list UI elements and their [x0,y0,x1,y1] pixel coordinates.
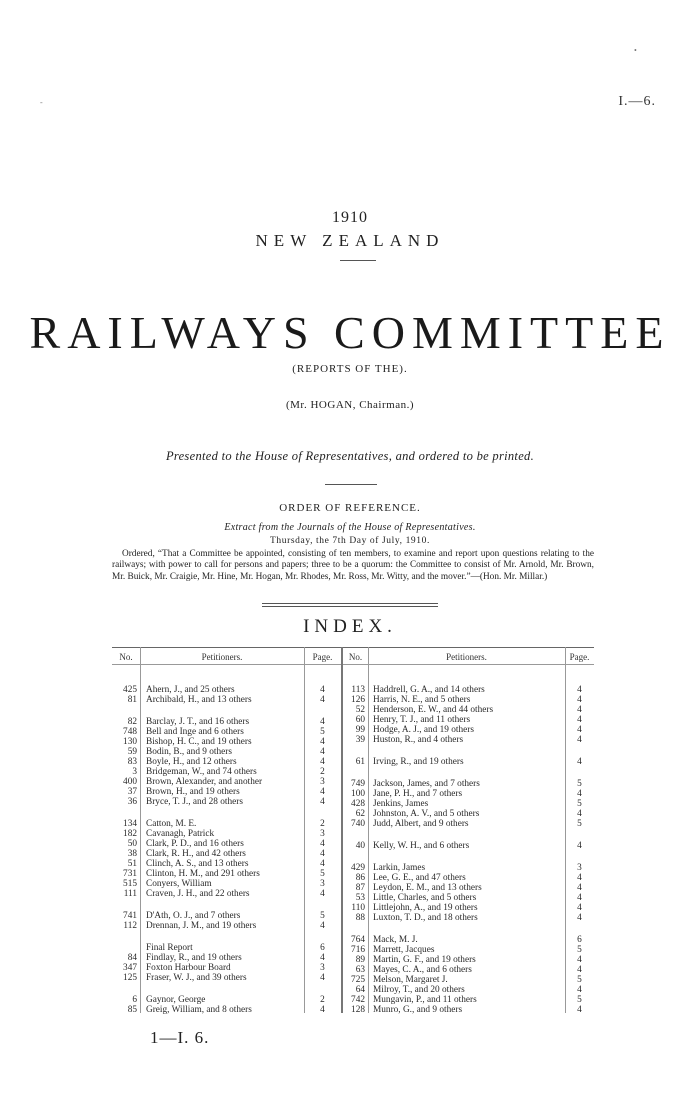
entry-petitioner: Catton, M. E. [146,819,197,829]
entry-number: 81 [127,695,137,705]
index-title: INDEX. [303,616,397,637]
entry-page: 4 [320,797,325,807]
column-rule [368,647,369,1013]
entry-number: 86 [355,873,365,883]
divider [325,484,377,485]
header-no: No. [348,652,363,662]
entry-petitioner: Melson, Margaret J. [373,975,448,985]
entry-page: 4 [577,695,582,705]
entry-page: 5 [320,911,325,921]
entry-petitioner: Greig, William, and 8 others [146,1005,252,1015]
entry-petitioner: Milroy, T., and 20 others [373,985,465,995]
entry-petitioner: Huston, R., and 4 others [373,735,464,745]
entry-number: 428 [351,799,365,809]
entry-page: 4 [577,883,582,893]
order-heading: ORDER OF REFERENCE. [279,502,421,514]
entry-petitioner: Bridgeman, W., and 74 others [146,767,257,777]
entry-petitioner: Craven, J. H., and 22 others [146,889,250,899]
entry-page: 4 [577,789,582,799]
entry-number: 347 [123,963,137,973]
entry-petitioner: Leydon, E. M., and 13 others [373,883,482,893]
entry-page: 4 [577,715,582,725]
entry-petitioner: Clark, P. D., and 16 others [146,839,244,849]
entry-page: 4 [320,737,325,747]
country: NEW ZEALAND [255,231,445,250]
entry-number: 84 [127,953,137,963]
entry-petitioner: Foxton Harbour Board [146,963,231,973]
entry-petitioner: Martin, G. F., and 19 others [373,955,476,965]
entry-number: 429 [351,863,365,873]
entry-page: 5 [577,945,582,955]
entry-page: 4 [320,787,325,797]
double-rule-bottom [262,606,438,607]
entry-number: 731 [123,869,137,879]
entry-page: 4 [577,893,582,903]
entry-petitioner: Gaynor, George [146,995,206,1005]
entry-petitioner: Larkin, James [373,863,426,873]
chairman: (Mr. HOGAN, Chairman.) [285,399,414,411]
entry-page: 4 [320,889,325,899]
entry-page: 4 [320,973,325,983]
page-code: I.—6. [618,94,656,109]
entry-number: 130 [123,737,137,747]
footer-code: 1—I. 6. [150,1028,210,1047]
entry-number: 99 [355,725,365,735]
entry-number: 39 [355,735,365,745]
entry-petitioner: Mayes, C. A., and 6 others [373,965,472,975]
entry-petitioner: Findlay, R., and 19 others [146,953,242,963]
entry-number: 725 [351,975,365,985]
entry-number: 100 [351,789,365,799]
entry-page: 4 [320,849,325,859]
entry-page: 4 [577,757,582,767]
entry-page: 4 [320,921,325,931]
entry-page: 4 [320,747,325,757]
entry-page: 4 [320,695,325,705]
header-petitioners: Petitioners. [446,652,487,662]
entry-page: 6 [320,943,325,953]
header-no: No. [119,652,133,662]
entry-number: 716 [351,945,365,955]
entry-petitioner: Clark, R. H., and 42 others [146,849,246,859]
entry-page: 4 [577,705,582,715]
entry-petitioner: Jenkins, James [373,799,429,809]
entry-page: 2 [320,819,325,829]
order-extract: Extract from the Journals of the House of Representatives. [224,522,476,533]
entry-number: 62 [355,809,365,819]
entry-number: 52 [355,705,365,715]
entry-petitioner: Bell and Inge and 6 others [146,727,244,737]
table-header-rule [112,664,594,665]
speck-mark: • [634,46,637,55]
entry-number: 6 [132,995,137,1005]
entry-petitioner: Henderson, E. W., and 44 others [373,705,494,715]
entry-petitioner: Littlejohn, A., and 19 others [373,903,478,913]
entry-petitioner: Ahern, J., and 25 others [146,685,235,695]
entry-petitioner: Marrett, Jacques [373,945,435,955]
entry-number: 89 [355,955,365,965]
entry-petitioner: Mack, M. J. [373,935,418,945]
entry-page: 4 [320,1005,325,1015]
entry-page: 4 [320,685,325,695]
entry-petitioner: Archibald, H., and 13 others [146,695,252,705]
entry-page: 4 [320,839,325,849]
entry-number: 749 [351,779,365,789]
entry-petitioner: Hodge, A. J., and 19 others [373,725,474,735]
entry-page: 3 [320,963,325,973]
entry-number: 111 [123,889,137,899]
entry-page: 3 [577,863,582,873]
entry-number: 741 [123,911,137,921]
entry-page: 2 [320,767,325,777]
entry-page: 4 [577,725,582,735]
year: 1910 [332,209,368,226]
entry-petitioner: Johnston, A. V., and 5 others [373,809,480,819]
entry-number: 128 [351,1005,365,1015]
entry-number: 764 [351,935,365,945]
order-date: Thursday, the 7th Day of July, 1910. [270,536,430,546]
entry-petitioner: Brown, H., and 19 others [146,787,240,797]
entry-petitioner: Barclay, J. T., and 16 others [146,717,250,727]
table-top-rule [112,647,594,648]
entry-number: 748 [123,727,137,737]
entry-petitioner: Mungavin, P., and 11 others [373,995,477,1005]
entry-petitioner: Final Report [146,943,193,953]
entry-petitioner: Fraser, W. J., and 39 others [146,973,247,983]
entry-page: 4 [320,859,325,869]
entry-number: 36 [127,797,137,807]
entry-petitioner: Brown, Alexander, and another [146,777,263,787]
entry-number: 125 [123,973,137,983]
entry-page: 5 [577,819,582,829]
entry-number: 63 [355,965,365,975]
entry-petitioner: Harris, N. E., and 5 others [373,695,471,705]
entry-number: 425 [123,685,137,695]
entry-page: 4 [320,717,325,727]
speck-mark: - [40,98,43,107]
entry-number: 59 [127,747,137,757]
entry-number: 40 [355,841,365,851]
entry-petitioner: Judd, Albert, and 9 others [373,819,469,829]
entry-petitioner: Jane, P. H., and 7 others [373,789,463,799]
entry-page: 5 [577,799,582,809]
order-text: Ordered, “That a Committee be appointed, consisting of ten members, to examine and report upon questions relating to the railways; with power to call for persons and papers; three to be a quorum: the Committee to consist of Mr. Arnold, Mr. Brown, Mr. Buick, Mr. Craigie, Mr. Hine, Mr. Hogan, Mr. Rhodes, Mr. Ross, Mr. Witty, and the mover.”—(Hon. Mr. Millar.) [112,549,594,582]
entry-number: 400 [123,777,137,787]
entry-number: 64 [355,985,365,995]
entry-page: 4 [320,757,325,767]
entry-page: 4 [577,841,582,851]
entry-page: 5 [320,869,325,879]
entry-page: 4 [577,685,582,695]
entry-petitioner: D'Ath, O. J., and 7 others [146,911,241,921]
entry-page: 4 [577,985,582,995]
entry-petitioner: Irving, R., and 19 others [373,757,464,767]
entry-page: 5 [320,727,325,737]
presented-line: Presented to the House of Representatives, and ordered to be printed. [165,449,535,463]
entry-page: 3 [320,829,325,839]
entry-petitioner: Clinton, H. M., and 291 others [146,869,260,879]
entry-petitioner: Lee, G. E., and 47 others [373,873,466,883]
entry-number: 61 [355,757,365,767]
entry-number: 110 [351,903,365,913]
entry-page: 5 [577,779,582,789]
entry-petitioner: Bryce, T. J., and 28 others [146,797,243,807]
entry-page: 3 [320,777,325,787]
entry-page: 6 [577,935,582,945]
entry-page: 4 [577,955,582,965]
entry-page: 3 [320,879,325,889]
double-rule-top [262,603,438,604]
entry-number: 740 [351,819,365,829]
entry-number: 60 [355,715,365,725]
entry-number: 112 [123,921,137,931]
entry-petitioner: Boyle, H., and 12 others [146,757,237,767]
entry-petitioner: Little, Charles, and 5 others [373,893,477,903]
entry-page: 2 [320,995,325,1005]
document-subtitle: (REPORTS OF THE). [292,363,408,375]
entry-page: 4 [577,913,582,923]
entry-petitioner: Henry, T. J., and 11 others [373,715,471,725]
entry-page: 4 [577,903,582,913]
entry-number: 51 [127,859,137,869]
entry-number: 126 [351,695,365,705]
entry-number: 3 [132,767,137,777]
entry-petitioner: Munro, G., and 9 others [373,1005,463,1015]
entry-petitioner: Luxton, T. D., and 18 others [373,913,478,923]
header-page: Page. [312,652,333,662]
entry-page: 4 [320,953,325,963]
entry-number: 83 [127,757,137,767]
entry-page: 4 [577,873,582,883]
entry-petitioner: Jackson, James, and 7 others [373,779,480,789]
entry-page: 4 [577,809,582,819]
entry-page: 4 [577,1005,582,1015]
entry-number: 515 [123,879,137,889]
entry-page: 5 [577,975,582,985]
entry-number: 88 [355,913,365,923]
entry-petitioner: Cavanagh, Patrick [146,829,215,839]
divider [340,260,376,261]
header-page: Page. [569,652,590,662]
document-title: RAILWAYS COMMITTEE [29,307,671,358]
entry-number: 85 [127,1005,137,1015]
entry-petitioner: Kelly, W. H., and 6 others [373,841,470,851]
entry-page: 4 [577,965,582,975]
entry-number: 87 [355,883,365,893]
entry-number: 38 [127,849,137,859]
entry-page: 5 [577,995,582,1005]
entry-number: 53 [355,893,365,903]
entry-petitioner: Bodin, B., and 9 others [146,747,232,757]
entry-number: 50 [127,839,137,849]
entry-number: 182 [123,829,137,839]
entry-petitioner: Clinch, A. S., and 13 others [146,859,249,869]
entry-page: 4 [577,735,582,745]
entry-number: 82 [127,717,137,727]
entry-number: 37 [127,787,137,797]
header-petitioners: Petitioners. [201,652,243,662]
entry-number: 742 [351,995,365,1005]
entry-petitioner: Bishop, H. C., and 19 others [146,737,252,747]
column-rule [140,647,141,1013]
entry-petitioner: Haddrell, G. A., and 14 others [373,685,485,695]
entry-number: 113 [351,685,365,695]
entry-number: 134 [123,819,137,829]
entry-petitioner: Drennan, J. M., and 19 others [146,921,257,931]
entry-petitioner: Conyers, William [146,879,212,889]
